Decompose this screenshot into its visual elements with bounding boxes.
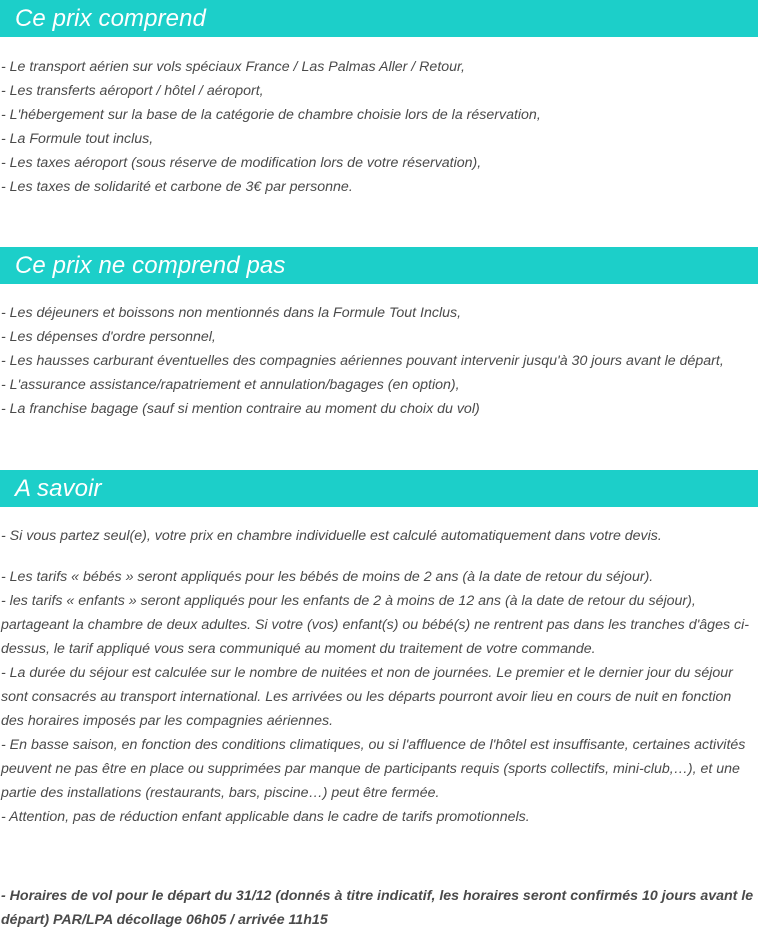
list-item: - Le transport aérien sur vols spéciaux France / Las Palmas Aller / Retour, — [1, 59, 465, 75]
list-item: - Les taxes de solidarité et carbone de 3€ par personne. — [1, 179, 353, 195]
good-to-know-body: - Les tarifs « bébés » seront appliqués pour les bébés de moins de 2 ans (à la date de retour du séjour). - les tarifs « enfants » seront appliqués pour les enfants de 2 à moins de 12 ans (à la date de retour du séjour), partageant la chambre de deux adultes. Si votre (vos) enfant(s) ou bébé(s) ne rentrent pas dans les tranches d'âges ci-dessus, le tarif appliqué vous sera communiqué au moment du traitement de votre commande. - La durée du séjour est calculée sur le nombre de nuitées et non de journées. Le premier et le dernier jour du séjour sont consacrés au transport international. Les arrivées ou les départs pourront avoir lieu en cours de nuit en fonction des horaires imposés par les compagnies aériennes. - En basse saison, en fonction des conditions climatiques, ou si l'affluence de l'hôtel est insuffisante, certaines activités peuvent ne pas être en place ou supprimées par manque de participants requis (sports collectifs, mini-club,…), et une partie des installations (restaurants, bars, piscine…) peut être fermée. - Attention, pas de réduction enfant applicable dans le cadre de tarifs promotionnels. — [1, 569, 749, 825]
good-to-know-intro — [1, 524, 757, 548]
list-item: - La Formule tout inclus, — [1, 131, 154, 147]
list-item: - Les déjeuners et boissons non mentionnés dans la Formule Tout Inclus, — [1, 305, 462, 321]
list-item: - L'hébergement sur la base de la catégorie de chambre choisie lors de la réservation, — [1, 107, 541, 123]
list-item: - La franchise bagage (sauf si mention contraire au moment du choix du vol) — [1, 401, 480, 417]
list-item: - Les hausses carburant éventuelles des compagnies aériennes pouvant intervenir jusqu'à 30 jours avant le départ, — [1, 353, 724, 369]
section-header-good-to-know: A savoir — [0, 470, 758, 507]
section-header-included: Ce prix comprend — [0, 0, 758, 37]
included-list — [1, 55, 757, 199]
list-item: - Les taxes aéroport (sous réserve de modification lors de votre réservation), — [1, 155, 482, 171]
paragraph: - Si vous partez seul(e), votre prix en chambre individuelle est calculé automatiquement dans votre devis. — [1, 528, 662, 544]
list-item: - Les transferts aéroport / hôtel / aéroport, — [1, 83, 264, 99]
flight-schedule-note: - Horaires de vol pour le départ du 31/12 (donnés à titre indicatif, les horaires seront confirmés 10 jours avant le départ) PAR/LPA décollage 06h05 / arrivée 11h15 — [1, 888, 754, 928]
list-item: - Les dépenses d'ordre personnel, — [1, 329, 216, 345]
not-included-list — [1, 301, 757, 421]
section-header-not-included: Ce prix ne comprend pas — [0, 247, 758, 284]
list-item: - L'assurance assistance/rapatriement et annulation/bagages (en option), — [1, 377, 460, 393]
